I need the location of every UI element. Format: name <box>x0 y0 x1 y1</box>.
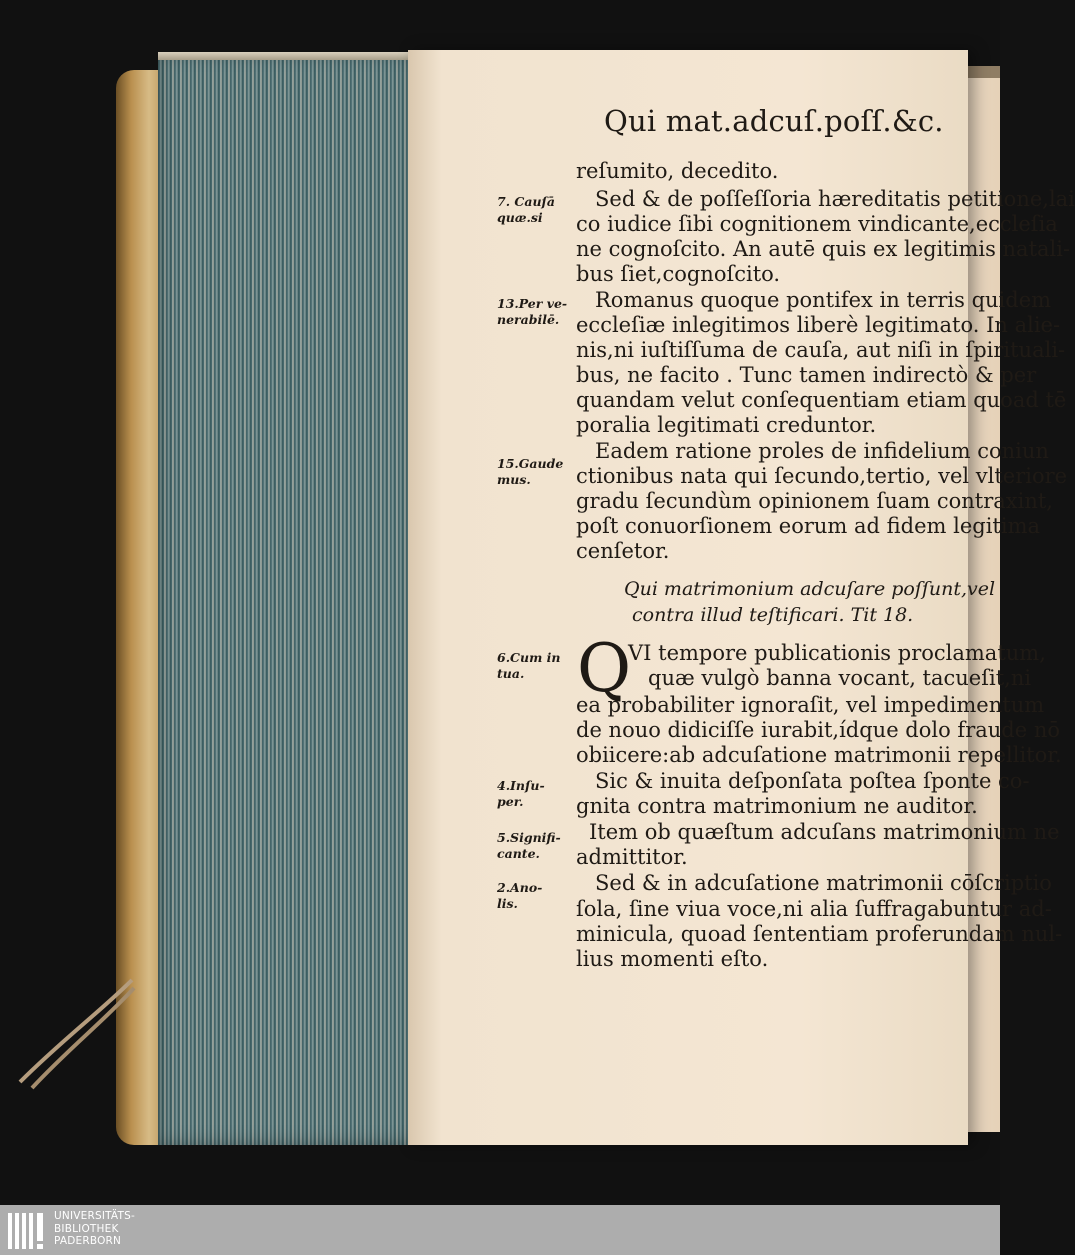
text-line: VI tempore publicationis proclamatum, <box>628 641 1046 665</box>
library-name: UNIVERSITÄTS- BIBLIOTHEK PADERBORN <box>54 1210 135 1247</box>
text-line: quæ vulgò banna vocant, tacueſit,ni <box>648 666 1032 690</box>
text-line: co iudice ſibi cognitionem vindicante,eccleſia <box>576 212 1058 236</box>
text-line: Sed & in adcuſatione matrimonii cōſcriptio <box>595 871 1052 895</box>
text-line: gnita contra matrimonium ne auditor. <box>576 794 978 818</box>
library-logo-icon <box>6 1209 50 1253</box>
text-line: Sed & de poſſeſſoria hæreditatis petitione,lai <box>595 187 1075 211</box>
text-line: cenſetor. <box>576 539 670 563</box>
text-line: lius momenti eſto. <box>576 947 769 971</box>
text-line: admittitor. <box>576 845 688 869</box>
running-head: Qui mat.adcuſ.poſſ.&c. <box>604 104 944 138</box>
text-line: Item ob quæſtum adcuſans matrimonium ne <box>589 820 1060 844</box>
text-line: minicula, quoad ſententiam proferundam nul- <box>576 922 1063 946</box>
text-line: Sic & inuita deſponſata poſtea ſponte co- <box>595 769 1030 793</box>
text-line: obiicere:ab adcuſatione matrimonii repellitor. <box>576 743 1062 767</box>
text-line: ne cognoſcito. An autē quis ex legitimis natali- <box>576 237 1071 261</box>
text-line: ctionibus nata qui ſecundo,tertio, vel vlteriore <box>576 464 1068 488</box>
text-line: gradu ſecundùm opinionem ſuam contraxint, <box>576 489 1053 513</box>
text-line: quandam velut conſequentiam etiam quoad tē <box>576 388 1067 412</box>
text-line: ea probabiliter ignoraſit, vel impedimentum <box>576 693 1045 717</box>
marginal-note: 6.Cum in tua. <box>497 650 561 681</box>
marginal-note: 2.Ano- lis. <box>497 880 543 911</box>
text-line: de nouo didiciſſe iurabit,ídque dolo fraude nō <box>576 718 1060 742</box>
text-line: bus ſiet,cognoſcito. <box>576 262 781 286</box>
text-line: bus, ne facito . Tunc tamen indirectò & per <box>576 363 1037 387</box>
initial-letter: Q <box>577 630 632 707</box>
text-line: Eadem ratione proles de infidelium coniun <box>595 439 1049 463</box>
text-line: Romanus quoque pontifex in terris quidem <box>595 288 1052 312</box>
page-fore-edge-top <box>158 52 436 60</box>
text-line: eccleſiæ inlegitimos liberè legitimato. In alie- <box>576 313 1061 337</box>
footer-bar <box>0 1205 1000 1255</box>
section-title-line2: contra illud teſtificari. Tit 18. <box>632 604 914 626</box>
marginal-note: 5.Signifi- cante. <box>497 830 561 861</box>
marginal-note: 15.Gaude mus. <box>497 456 564 487</box>
page-fore-edge <box>158 52 436 1145</box>
section-title-line1: Qui matrimonium adcuſare poſſunt,vel <box>624 578 996 600</box>
marginal-note: 7. Cauſā quæ.si <box>497 194 556 225</box>
text-line: ſola, ſine viua voce,ni alia ſuffragabuntur ad- <box>576 897 1052 921</box>
text-line: poſt conuorſionem eorum ad fidem legitima <box>576 514 1040 538</box>
text-line: poralia legitimati creduntor. <box>576 413 877 437</box>
text-line: nis,ni iuſtiſſuma de cauſa, aut niſi in ſpirituali- <box>576 338 1066 362</box>
marginal-note: 4.Inſu- per. <box>497 778 545 809</box>
marginal-note: 13.Per ve- nerabilē. <box>497 296 568 327</box>
text-line: reſumito, decedito. <box>576 159 779 183</box>
